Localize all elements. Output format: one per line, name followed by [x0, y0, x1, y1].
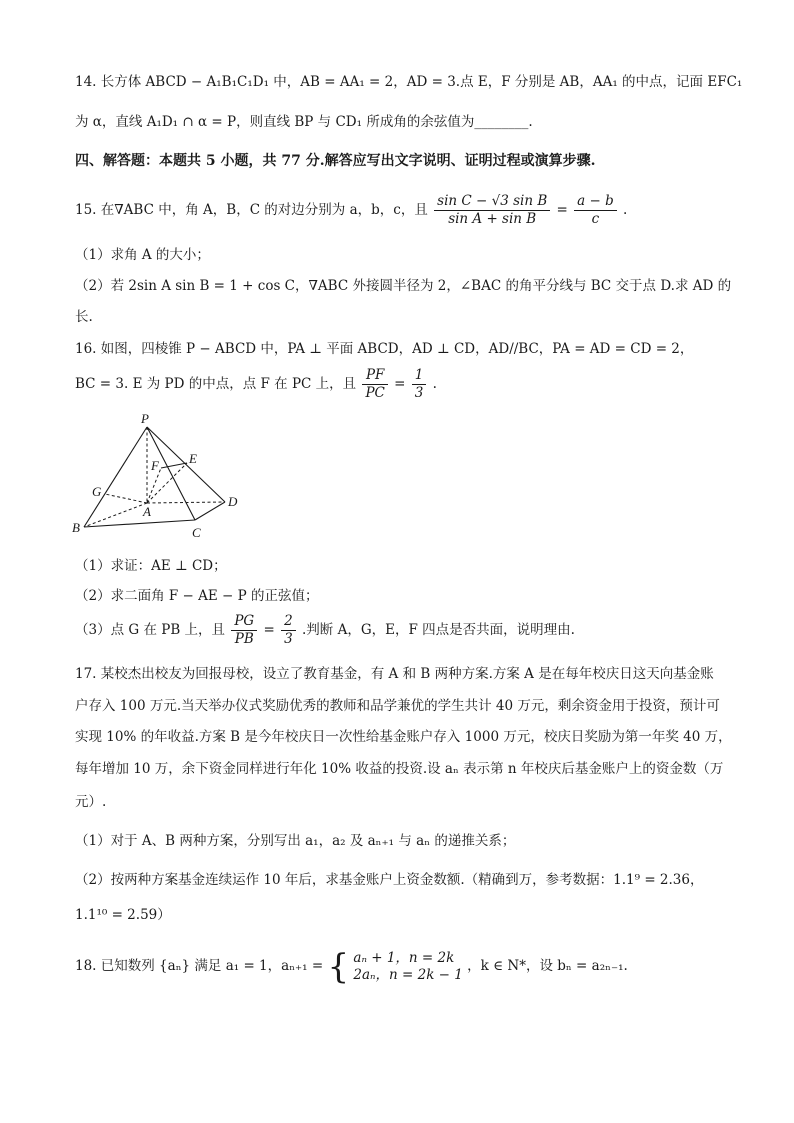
q14-line2: 为 α，直线 A₁D₁ ∩ α = P，则直线 BP 与 CD₁ 所成角的余弦值为________.: [75, 114, 533, 130]
q18-case-odd: 2aₙ，n = 2k − 1: [353, 966, 463, 983]
q18-case-even: aₙ + 1，n = 2k: [353, 949, 455, 966]
q15-frac2-numerator: a − b: [574, 193, 617, 211]
q16-ratio-numerator: PF: [362, 367, 387, 385]
edge-AG: [105, 494, 147, 503]
label-G: G: [92, 484, 102, 499]
q16-line2-end: .: [432, 376, 437, 392]
q15-part2-line2: 长.: [75, 309, 93, 325]
label-P: P: [141, 411, 149, 426]
q16-ratio-denominator: PC: [365, 385, 385, 401]
q15-intro: [75, 190, 627, 230]
q16-part3-equals: =: [263, 622, 275, 638]
q15-part1: （1）求角 A 的大小；: [75, 247, 210, 263]
q16-line1: 16. 如图，四棱锥 P − ABCD 中，PA ⊥ 平面 ABCD，AD ⊥ CD，AD//BC，PA = AD = CD = 2，: [75, 341, 694, 357]
section-heading: 四、解答题：本题共 5 小题，共 77 分.解答应写出文字说明、证明过程或演算步骤.: [75, 153, 596, 169]
q15-intro-text: 15. 在∇ABC 中，角 A，B，C 的对边分别为 a，b，c，且: [75, 202, 428, 218]
q17-line5: 元）.: [75, 794, 107, 810]
q16-line2-text: BC = 3. E 为 PD 的中点，点 F 在 PC 上，且: [75, 376, 357, 392]
q16-part3-value-numerator: 2: [281, 613, 296, 631]
q18-line: [75, 944, 628, 988]
q14-line1: 14. 长方体 ABCD − A₁B₁C₁D₁ 中，AB = AA₁ = 2，AD = 3.点 E，F 分别是 AB，AA₁ 的中点，记面 EFC₁: [75, 74, 743, 90]
label-F: F: [151, 458, 159, 473]
q16-part1: （1）求证：AE ⊥ CD；: [75, 558, 227, 574]
label-B: B: [72, 520, 80, 535]
q16-part3-text: （3）点 G 在 PB 上，且: [75, 622, 226, 638]
q15-fraction-left: [434, 193, 550, 228]
q16-line2: [75, 364, 437, 404]
label-A: A: [143, 504, 151, 519]
q17-line2: 户存入 100 万元.当天举办仪式奖励优秀的教师和品学兼优的学生共计 40 万元，剩余资金用于投资，预计可: [75, 698, 720, 714]
q15-frac2-denominator: c: [591, 211, 600, 227]
q18-cases: [353, 950, 462, 984]
q16-equals: =: [394, 376, 406, 392]
q15-period: .: [623, 202, 628, 218]
q17-part2-line2: 1.1¹⁰ = 2.59）: [75, 907, 171, 923]
q15-part2-line1: （2）若 2sin A sin B = 1 + cos C，∇ABC 外接圆半径为 2，∠BAC 的角平分线与 BC 交于点 D.求 AD 的: [75, 278, 732, 294]
q16-ratio-fraction: [362, 367, 387, 402]
q16-part3-value-denominator: 3: [284, 631, 293, 647]
q17-line1: 17. 某校杰出校友为回报母校，设立了教育基金，有 A 和 B 两种方案.方案 A 是在每年校庆日这天向基金账: [75, 666, 714, 682]
edge-PC: [147, 427, 195, 520]
edge-CD: [195, 502, 225, 520]
label-D: D: [228, 494, 238, 509]
q15-frac1-denominator: sin A + sin B: [448, 211, 537, 227]
q15-fraction-right: [574, 193, 617, 228]
q16-value-numerator: 1: [412, 367, 427, 385]
q16-part3-ratio: [231, 613, 257, 648]
q16-part2: （2）求二面角 F − AE − P 的正弦值；: [75, 588, 319, 604]
q17-line4: 每年增加 10 万，余下资金同样进行年化 10% 收益的投资.设 aₙ 表示第 n 年校庆后基金账户上的资金数（万: [75, 761, 724, 777]
q16-value-denominator: 3: [414, 385, 424, 401]
q16-part3-ratio-numerator: PG: [231, 613, 257, 631]
edge-AD: [147, 502, 225, 503]
q17-part2-line1: （2）按两种方案基金连续运作 10 年后，求基金账户上资金数额.（精确到万，参考数据：1.1⁹ = 2.36，: [75, 872, 704, 888]
q16-part3-value: [281, 613, 296, 648]
edge-AF: [147, 468, 161, 503]
q18-brace: {: [327, 946, 350, 987]
q16-value-fraction: [412, 367, 427, 402]
q16-part3: [75, 610, 575, 650]
edge-PB: [84, 427, 147, 527]
q16-part3-end: .判断 A，G，E，F 四点是否共面，说明理由.: [302, 622, 575, 638]
pyramid-figure: [70, 410, 250, 545]
q15-equals: =: [556, 202, 568, 218]
q16-part3-ratio-denominator: PB: [234, 631, 254, 647]
q17-line3: 实现 10% 的年收益.方案 B 是今年校庆日一次性给基金账户存入 1000 万元，校庆日奖励为第一年奖 40 万，: [75, 729, 732, 745]
label-C: C: [192, 525, 201, 540]
q15-frac1-numerator: sin C − √3 sin B: [434, 193, 550, 211]
q17-part1: （1）对于 A、B 两种方案，分别写出 a₁，a₂ 及 aₙ₊₁ 与 aₙ 的递推关系；: [75, 833, 516, 849]
q18-tail: ，k ∈ N*，设 bₙ = a₂ₙ₋₁.: [467, 958, 628, 974]
label-E: E: [189, 451, 197, 466]
q18-intro: 18. 已知数列 {aₙ} 满足 a₁ = 1，aₙ₊₁ =: [75, 958, 324, 974]
